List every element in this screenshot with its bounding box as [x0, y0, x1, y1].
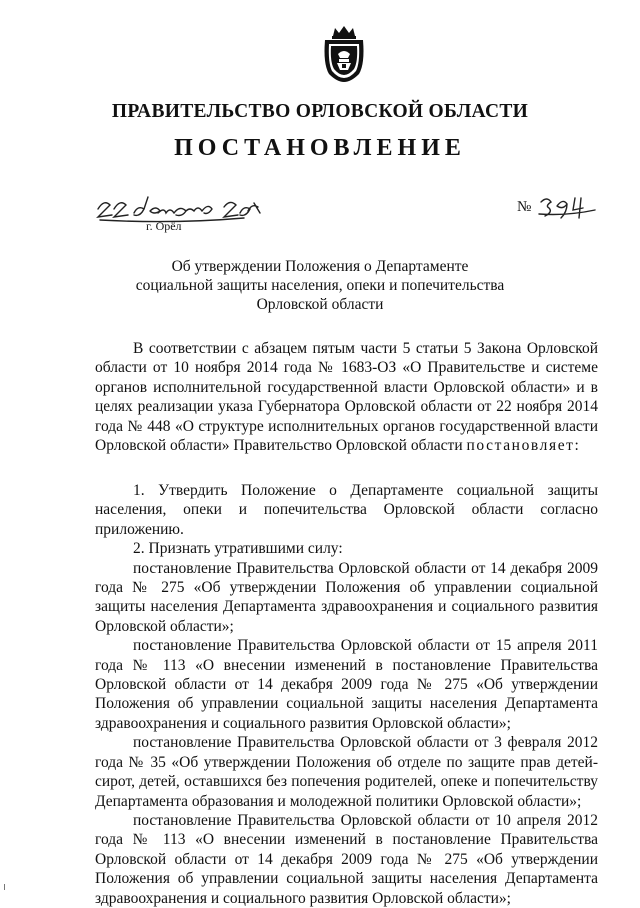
repealed-act-item: постановление Правительства Орловской области от 15 апреля 2011 года № 113 «О внесении изменений в постановление Правительства Орловской области от 14 декабря 2009 года № 275 «Об утверждении Положения об управлении социальной защиты населения Департамента здравоохранения и социального развития Орловской области»; [95, 637, 598, 732]
city-name: г. Орёл [146, 219, 182, 233]
document-subject [0, 257, 640, 314]
resolution-item: 2. Признать утратившими силу: [133, 540, 343, 558]
repealed-act-item: постановление Правительства Орловской области от 3 февраля 2012 года № 35 «Об утверждении Положения об отделе по защите прав детей-сирот, детей, оставшихся без попечения родителей, опеке и попечительству Департамента образования и молодежной политики Орловской области»; [95, 734, 598, 810]
handwritten-number [537, 192, 597, 222]
government-name: ПРАВИТЕЛЬСТВО ОРЛОВСКОЙ ОБЛАСТИ [111, 101, 529, 122]
coat-of-arms-icon [321, 24, 367, 84]
decree-number-label: № [517, 199, 532, 215]
repealed-act-item: постановление Правительства Орловской области от 14 декабря 2009 года № 275 «Об утверждении Положения об управлении социальной защиты населения Департамента здравоохранения и социального развития Орловской области»; [95, 559, 598, 635]
preamble-paragraph [95, 339, 598, 455]
subject-line: Орловской области [256, 296, 384, 313]
subject-line: социальной защиты населения, опеки и попечительства [135, 277, 505, 294]
repealed-act-item: постановление Правительства Орловской области от 10 апреля 2012 года № 113 «О внесении изменений в постановление Правительства Орловской области от 14 декабря 2009 года № 275 «Об утверждении Положения об управлении социальной защиты населения Департамента здравоохранения и социального развития Орловской области»; [95, 811, 598, 907]
document-type-title: ПОСТАНОВЛЕНИЕ [174, 135, 466, 161]
resolves-verb: постановляет: [466, 437, 581, 455]
scan-artifact-mark [4, 884, 5, 890]
preamble-text: В соответствии с абзацем пятым части 5 статьи 5 Закона Орловской области от 10 ноября 2014 года № 1683-ОЗ «О Правительстве и системе органов исполнительной государственной власти Орловской области» и в целях реализации указа Губернатора Орловской области от 22 ноября 2014 года № 448 «О структуре исполнительных органов государственной власти Орловской области» Правительство Орловской области [95, 340, 598, 455]
resolution-items [95, 481, 598, 908]
resolution-item: 1. Утвердить Положение о Департаменте социальной защиты населения, опеки и попечительства Орловской области согласно приложению. [95, 482, 598, 538]
subject-line: Об утверждении Положения о Департаменте [171, 258, 469, 275]
